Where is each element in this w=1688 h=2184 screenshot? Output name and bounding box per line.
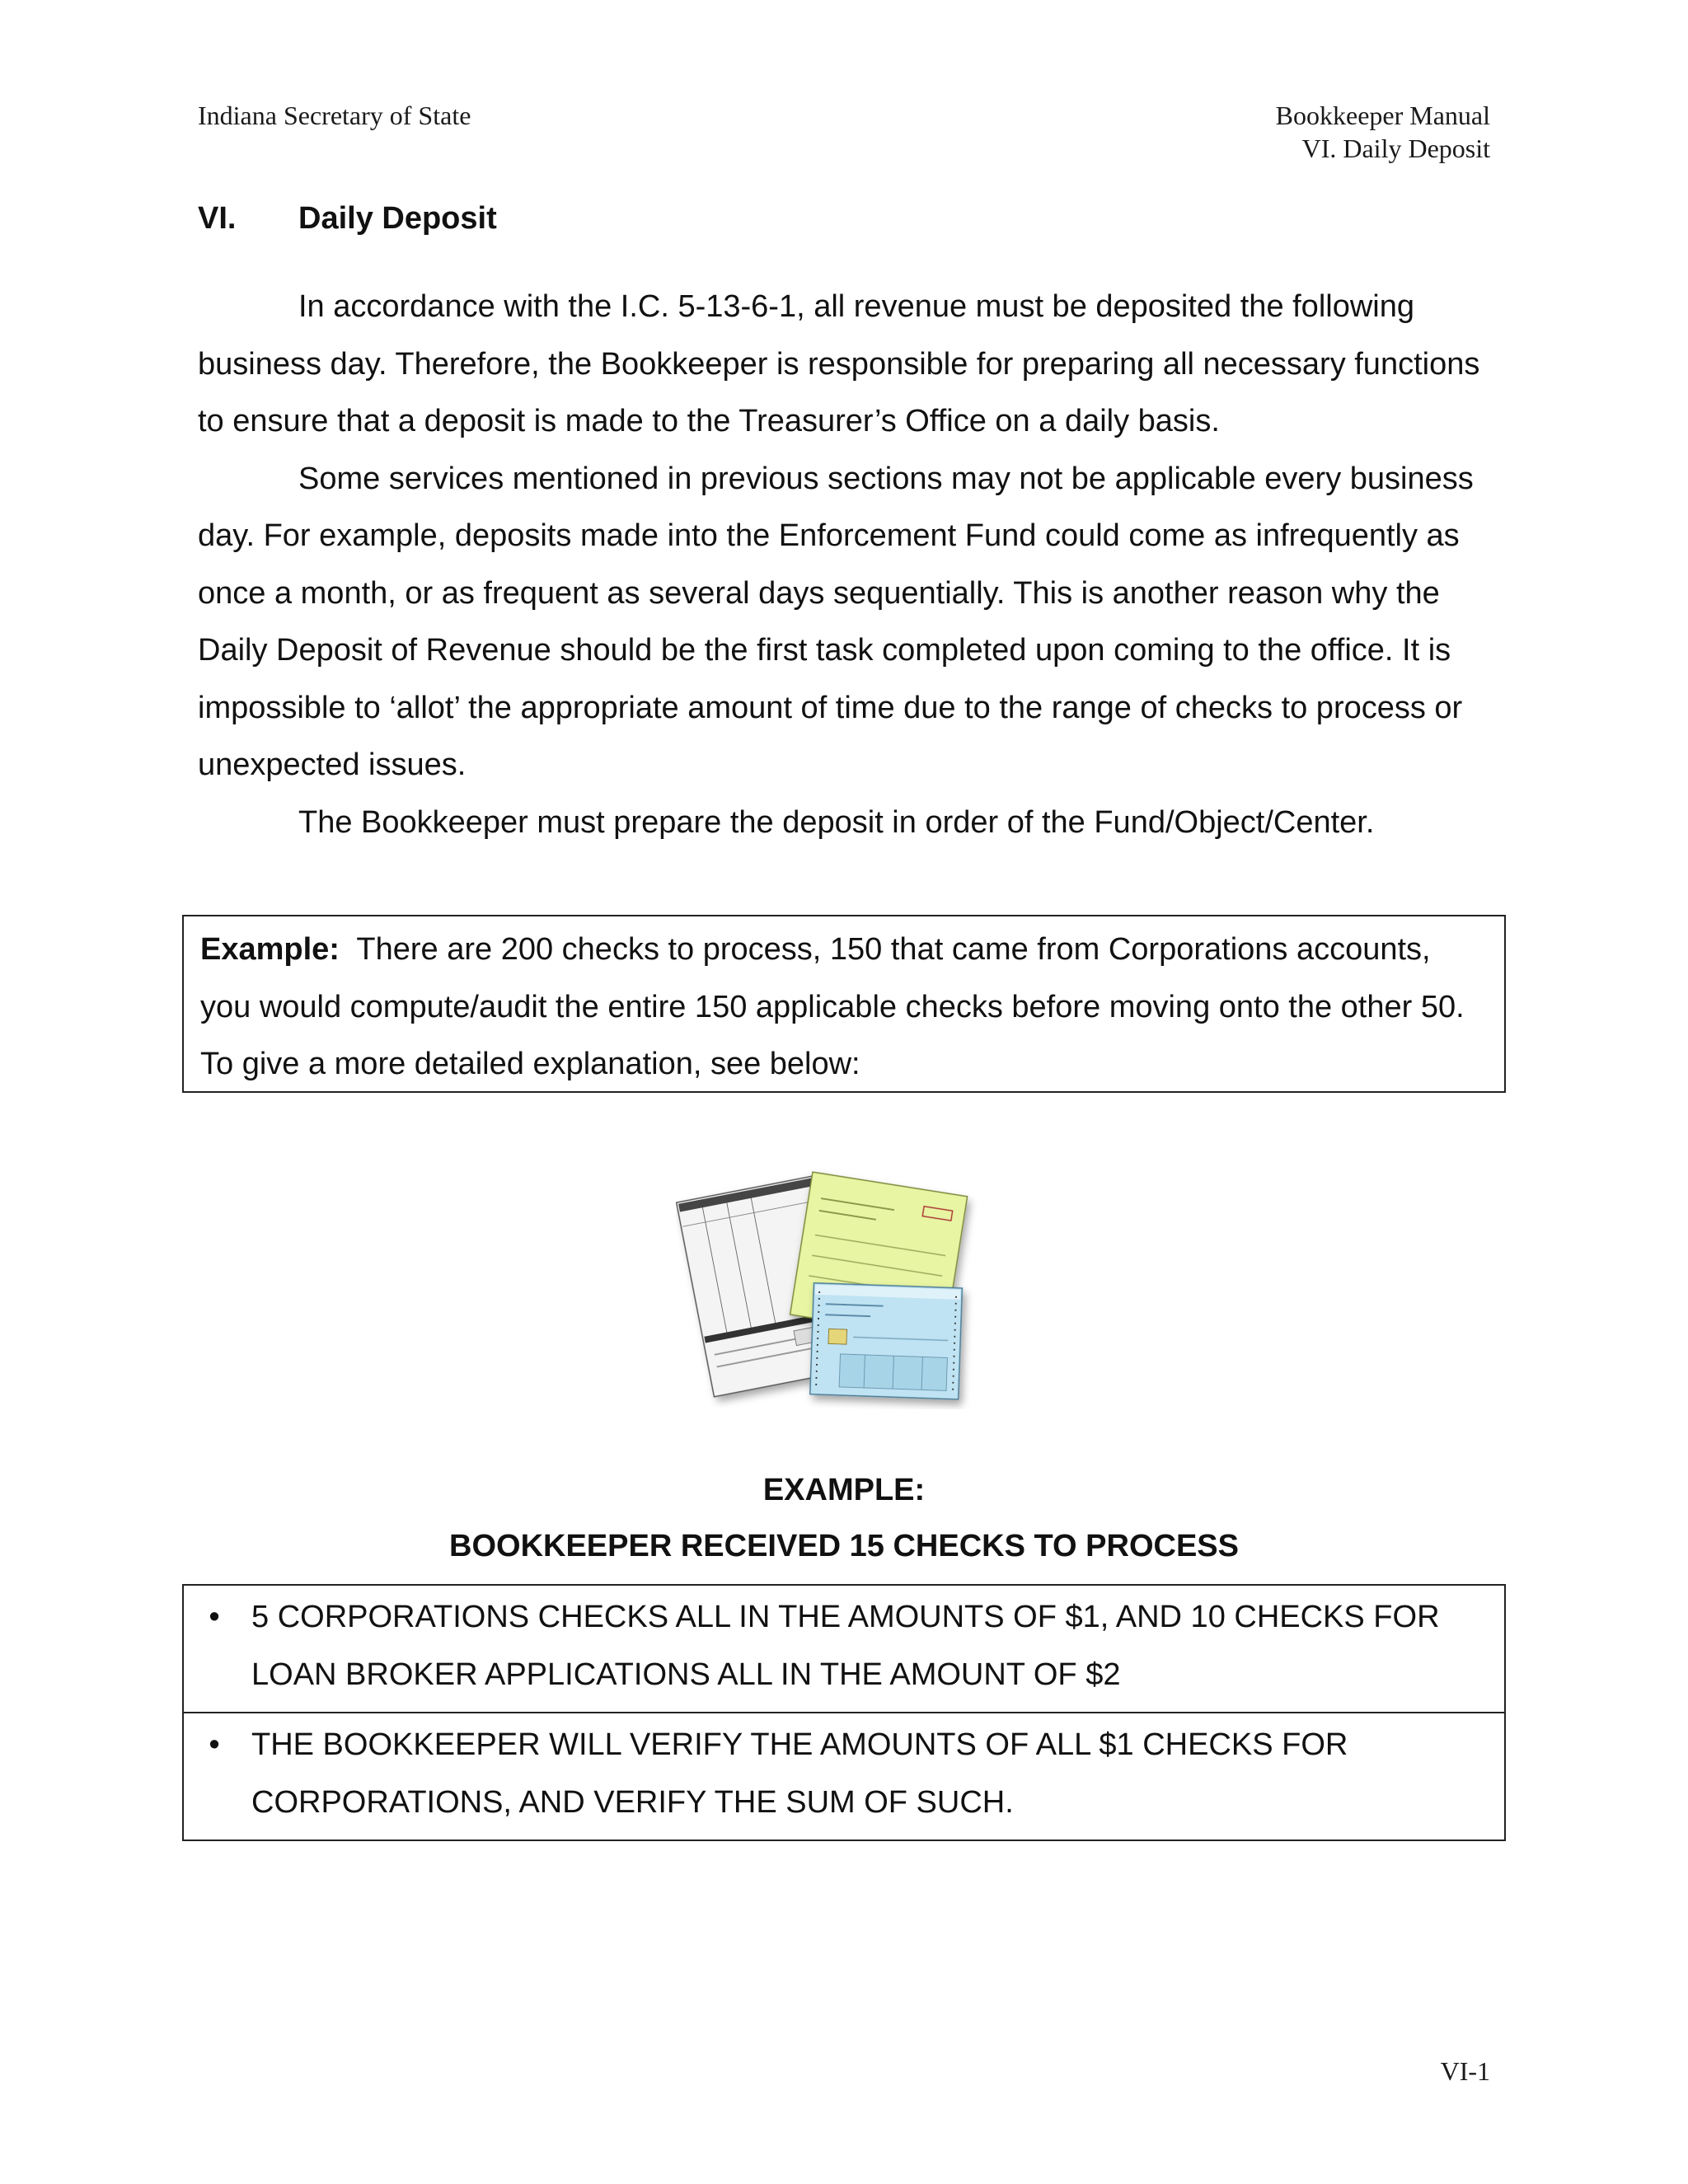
example-heading: EXAMPLE: <box>762 1473 926 1507</box>
example-text: There are 200 checks to process, 150 that came from Corporations accounts, you would compute/audit the entire 150 applicable checks before moving onto the other 50. To give a more detailed explanation, see below: <box>200 932 1465 1081</box>
header-manual-title: Bookkeeper Manual <box>1275 101 1490 130</box>
bullet-icon: • <box>209 1727 220 1762</box>
example-lead: Example: <box>200 932 340 967</box>
blue-check <box>810 1283 963 1399</box>
paragraph-1: In accordance with the I.C. 5-13-6-1, all revenue must be deposited the following business day. Therefore, the Bookkeeper is responsible for preparing all necessary functions to ensure that a deposit is made to the Treasurer’s Office on a daily basis. <box>198 289 1480 438</box>
list-item-text: THE BOOKKEEPER WILL VERIFY THE AMOUNTS OF ALL $1 CHECKS FOR CORPORATIONS, AND VERIFY THE SUM OF SUCH. <box>251 1727 1348 1820</box>
paragraph-3: The Bookkeeper must prepare the deposit in order of the Fund/Object/Center. <box>298 804 1375 840</box>
header-right <box>1276 99 1490 165</box>
section-title: Daily Deposit <box>298 201 497 236</box>
paragraph-2: Some services mentioned in previous sections may not be applicable every business day. For example, deposits made into the Enforcement Fund could come as infrequently as once a month, or as frequent as several days sequentially. This is another reason why the Daily Deposit of Revenue should be the first task completed upon coming to the office. It is impossible to ‘allot’ the appropriate amount of time due to the range of checks to process or unexpected issues. <box>198 461 1474 782</box>
list-item <box>184 1586 1504 1712</box>
received-checks-heading: BOOKKEEPER RECEIVED 15 CHECKS TO PROCESS <box>449 1529 1239 1563</box>
page-number: VI-1 <box>1440 2056 1490 2086</box>
header-section-title: VI. Daily Deposit <box>1301 134 1490 163</box>
example-steps-table <box>182 1584 1506 1841</box>
list-item-text: 5 CORPORATIONS CHECKS ALL IN THE AMOUNTS OF $1, AND 10 CHECKS FOR LOAN BROKER APPLICATIONS ALL IN THE AMOUNT OF $2 <box>251 1600 1440 1692</box>
section-number: VI. <box>198 201 237 236</box>
bullet-icon: • <box>209 1600 220 1634</box>
example-callout-box <box>182 915 1506 1093</box>
section-heading <box>198 198 497 239</box>
checks-stack-illustration <box>676 1162 989 1409</box>
checks-stack-svg <box>676 1162 989 1409</box>
header-left: Indiana Secretary of State <box>198 101 471 130</box>
body-text <box>198 279 1500 851</box>
list-item <box>184 1712 1504 1840</box>
